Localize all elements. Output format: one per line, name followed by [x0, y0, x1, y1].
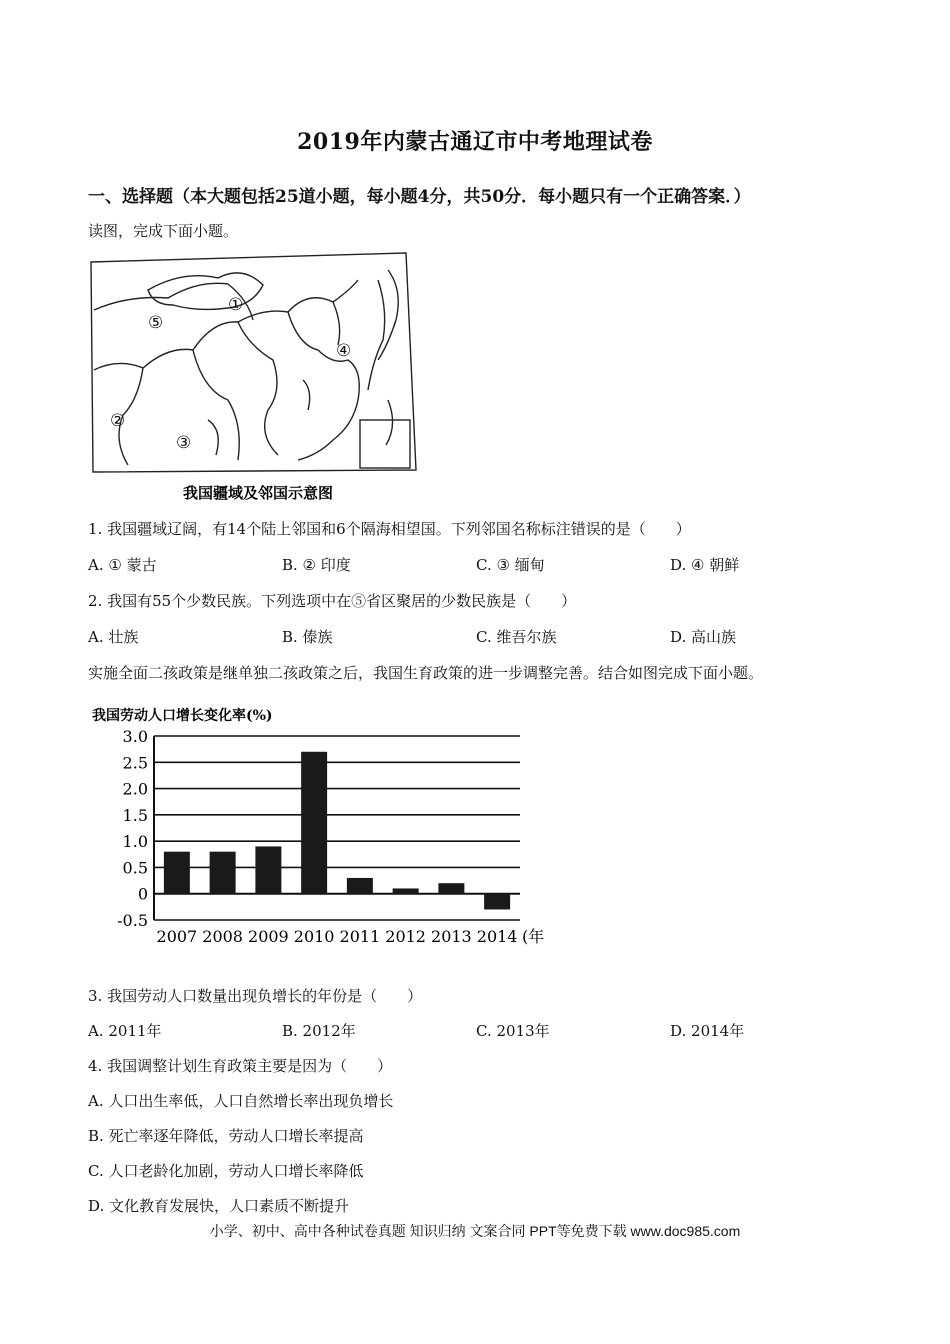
map-marker-2: ② [110, 411, 126, 431]
q3-stem: 3. 我国劳动人口数量出现负增长的年份是（ ） [88, 987, 423, 1005]
q2-option-d[interactable]: D. 高山族 [670, 628, 737, 646]
chart-bar-2008 [210, 852, 236, 894]
chart-title: 我国劳动人口增长变化率(%) [92, 708, 273, 724]
q1-option-b[interactable]: B. ② 印度 [282, 556, 351, 574]
chart-bar-2009 [255, 846, 281, 893]
y-tick-label: 1.5 [122, 805, 148, 825]
footer-note: 小学、初中、高中各种试卷真题 知识归纳 文案合同 PPT等免费下载 www.doc985.com [209, 1223, 741, 1239]
chart-bar-2011 [347, 878, 373, 894]
y-tick-label: 2.5 [122, 753, 148, 773]
q4-option-c[interactable]: C. 人口老龄化加剧，劳动人口增长率降低 [88, 1162, 364, 1180]
q4-stem: 4. 我国调整计划生育政策主要是因为（ ） [88, 1057, 393, 1075]
y-tick-label: 1.0 [122, 832, 148, 852]
intro-map: 读图，完成下面小题。 [88, 222, 239, 240]
x-tick-label: 2009 [248, 927, 289, 946]
intro-chart: 实施全面二孩政策是继单独二孩政策之后，我国生育政策的进一步调整完善。结合如图完成下面小题。 [88, 664, 764, 682]
q1-option-d[interactable]: D. ④ 朝鲜 [670, 556, 740, 574]
q1-option-c[interactable]: C. ③ 缅甸 [476, 556, 545, 574]
q2-option-b[interactable]: B. 傣族 [282, 628, 333, 646]
chart-bar-2010 [301, 752, 327, 894]
x-tick-label: 2010 [293, 927, 335, 946]
y-tick-label: 0 [137, 884, 148, 904]
y-tick-label: -0.5 [117, 911, 148, 930]
map-marker-4: ④ [336, 341, 352, 361]
x-tick-label: 2007 [156, 927, 198, 946]
territory-map [88, 250, 420, 505]
map-marker-5: ⑤ [148, 313, 164, 333]
chart-bar-2014 [484, 894, 510, 910]
q2-option-a[interactable]: A. 壮族 [88, 628, 139, 646]
chart-bar-2012 [393, 888, 419, 893]
map-caption: 我国疆域及邻国示意图 [182, 484, 334, 502]
q2-option-c[interactable]: C. 维吾尔族 [476, 628, 557, 646]
x-tick-label: 2012 [385, 927, 426, 946]
x-tick-label: 2008 [202, 927, 243, 946]
map-frame [91, 253, 416, 472]
q4-option-b[interactable]: B. 死亡率逐年降低，劳动人口增长率提高 [88, 1127, 364, 1145]
q3-option-c[interactable]: C. 2013年 [476, 1022, 550, 1040]
map-marker-3: ③ [176, 433, 192, 453]
section-heading: 一、选择题（本大题包括25道小题，每小题4分，共50分．每小题只有一个正确答案．） [88, 187, 751, 207]
map-marker-1: ① [228, 295, 244, 315]
x-tick-label: 2013 [431, 927, 472, 946]
q3-option-b[interactable]: B. 2012年 [282, 1022, 356, 1040]
q3-option-d[interactable]: D. 2014年 [670, 1022, 745, 1040]
y-tick-label: 0.5 [122, 858, 148, 878]
q3-option-a[interactable]: A. 2011年 [88, 1022, 162, 1040]
q2-stem: 2. 我国有55个少数民族。下列选项中在⑤省区聚居的少数民族是（ ） [88, 592, 577, 610]
page-title: 2019年内蒙古通辽市中考地理试卷 [297, 129, 653, 155]
q4-option-a[interactable]: A. 人口出生率低，人口自然增长率出现负增长 [88, 1092, 394, 1110]
y-tick-label: 2.0 [122, 779, 148, 799]
y-tick-label: 3.0 [122, 727, 148, 746]
q1-option-a[interactable]: A. ① 蒙古 [88, 556, 157, 574]
q4-option-d[interactable]: D. 文化教育发展快，人口素质不断提升 [88, 1197, 350, 1215]
x-tick-label: 2011 [339, 927, 381, 946]
x-axis-unit: (年 [522, 927, 545, 946]
chart-bar-2007 [164, 852, 190, 894]
map-borders [94, 280, 393, 465]
labor-growth-chart [88, 700, 558, 955]
q1-stem: 1. 我国疆域辽阔，有14个陆上邻国和6个隔海相望国。下列邻国名称标注错误的是（ ） [88, 520, 691, 538]
x-tick-label: 2014 [476, 927, 518, 946]
chart-bar-2013 [438, 883, 464, 894]
